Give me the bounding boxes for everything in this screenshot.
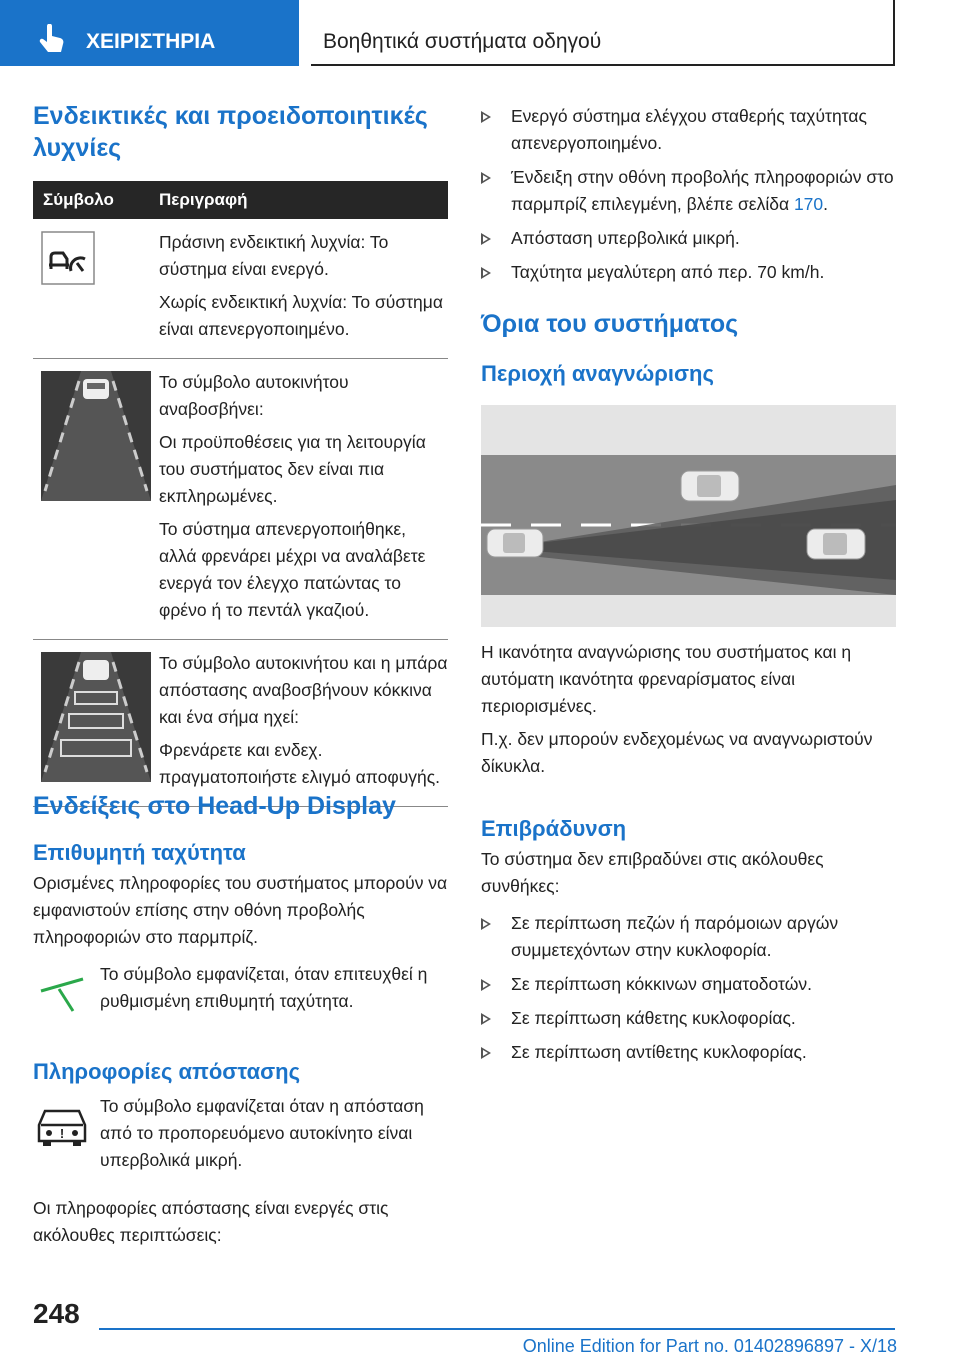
svg-text:!: ! — [59, 1126, 65, 1141]
hud-section — [33, 790, 448, 1249]
desired-speed-symbol-text: Το σύμβολο εμφανίζεται, όταν επιτευχθεί η ρυθμισμένη επιθυμητή ταχύτητα. — [100, 964, 428, 1011]
desired-speed-symbol-row — [33, 961, 448, 1023]
detection-text-1: Η ικανότητα αναγνώρισης του συστήματος και η αυτόματη ικανότητα φρεναρίσματος είναι περιορισμένες. — [481, 642, 852, 716]
page-number: 248 — [33, 1298, 80, 1329]
bullet-triangle-icon — [481, 1047, 491, 1059]
list-item: Σε περίπτωση αντίθετης κυκλοφορίας. — [481, 1039, 896, 1066]
list-item: Ένδειξη στην οθόνη προβολής πληροφοριών στο παρμπρίζ επιλεγμένη, βλέπε σελίδα 170. — [481, 164, 896, 218]
column-header-description: Περιγραφή — [151, 181, 448, 219]
indicators-title: Ενδεικτικές και προειδοποιητικές λυχνίες — [33, 102, 428, 162]
front-collision-warning-icon — [41, 231, 95, 285]
right-column — [481, 103, 896, 1073]
manual-section-label: ΧΕΙΡΙΣΤΗΡΙΑ — [86, 30, 216, 53]
chapter-title: Βοηθητικά συστήματα οδηγού — [323, 30, 602, 53]
system-limits-title: Όρια του συστήματος — [481, 310, 739, 338]
list-item: Απόσταση υπερβολικά μικρή. — [481, 225, 896, 252]
detection-text-2: Π.χ. δεν μπορούν ενδεχομένως να αναγνωριστούν δίκυκλα. — [481, 729, 873, 776]
distance-info-text: Οι πληροφορίες απόστασης είναι ενεργές στις ακόλουθες περιπτώσεις: — [33, 1198, 389, 1245]
row3-text-1: Το σύμβολο αυτοκινήτου και η μπάρα απόστασης αναβοσβήνουν κόκκινα και ένα σήμα ηχεί: — [159, 653, 448, 727]
hand-pointer-icon — [38, 24, 66, 54]
radar-detection-range-illustration — [481, 405, 896, 627]
hud-title: Ενδείξεις στο Head-Up Display — [33, 792, 396, 820]
table-row — [33, 640, 448, 807]
vehicle-distance-warning-icon — [35, 1105, 89, 1147]
list-item: Σε περίπτωση κάθετης κυκλοφορίας. — [481, 1005, 896, 1032]
table-header-row — [33, 181, 448, 219]
row3-text-2: Φρενάρετε και ενδεχ. πραγματοποιήστε ελιγμό αποφυγής. — [159, 740, 441, 787]
detection-range-title: Περιοχή αναγνώρισης — [481, 361, 714, 386]
bullet-triangle-icon — [481, 172, 491, 184]
table-row — [33, 359, 448, 640]
deceleration-text: Το σύστημα δεν επιβραδύνει στις ακόλουθες συνθήκες: — [481, 849, 824, 896]
distance-info-symbol-row — [33, 1093, 448, 1179]
desired-speed-title: Επιθυμητή ταχύτητα — [33, 840, 246, 865]
vehicle-distance-bar-scene-icon — [41, 652, 151, 782]
vehicle-flashing-scene-icon — [41, 371, 151, 501]
column-header-symbol: Σύμβολο — [33, 181, 151, 219]
distance-info-title: Πληροφορίες απόστασης — [33, 1059, 301, 1084]
bullet-triangle-icon — [481, 233, 491, 245]
desired-speed-marker-icon — [37, 971, 87, 1017]
bullet-triangle-icon — [481, 111, 491, 123]
list-item: Ταχύτητα μεγαλύτερη από περ. 70 km/h. — [481, 259, 896, 286]
bullet-triangle-icon — [481, 979, 491, 991]
footer-divider — [99, 1328, 895, 1330]
row1-text-inactive: Χωρίς ενδεικτική λυχνία: Το σύστημα είναι απενεργοποιημένο. — [159, 292, 443, 339]
desired-speed-text: Ορισμένες πληροφορίες του συστήματος μπορούν να εμφανιστούν επίσης στην οθόνη προβολής πληροφοριών στο παρμπρίζ. — [33, 873, 448, 947]
page-reference-link[interactable]: 170 — [793, 194, 824, 214]
bullet-triangle-icon — [481, 918, 491, 930]
row2-text-3: Το σύστημα απενεργοποιήθηκε, αλλά φρενάρει μέχρι να αναλάβετε ενεργά τον έλεγχο πατώντας το φρένο ή το πεντάλ γκαζιού. — [159, 519, 426, 620]
bullet-triangle-icon — [481, 1013, 491, 1025]
symbol-table — [33, 181, 448, 807]
row2-text-1: Το σύμβολο αυτοκινήτου αναβοσβήνει: — [159, 372, 349, 419]
distance-info-symbol-text: Το σύμβολο εμφανίζεται όταν η απόσταση από το προπορευόμενο αυτοκίνητο είναι υπερβολικά μικρή. — [100, 1096, 424, 1170]
row1-text-active: Πράσινη ενδεικτική λυχνία: Το σύστημα είναι ενεργό. — [159, 232, 389, 279]
bullet-triangle-icon — [481, 267, 491, 279]
list-item: Σε περίπτωση κόκκινων σηματοδοτών. — [481, 971, 896, 998]
edition-text: Online Edition for Part no. 01402896897 - X/18 — [522, 1336, 897, 1356]
row2-text-2: Οι προϋποθέσεις για τη λειτουργία του συστήματος δεν είναι πια εκπληρωμένες. — [159, 432, 426, 506]
manual-section-tab[interactable] — [0, 0, 299, 66]
chapter-header — [311, 0, 895, 66]
table-row — [33, 219, 448, 359]
left-column — [33, 100, 448, 807]
deceleration-title: Επιβράδυνση — [481, 816, 627, 841]
list-item: Σε περίπτωση πεζών ή παρόμοιων αργών συμμετεχόντων στην κυκλοφορία. — [481, 910, 896, 964]
list-item: Ενεργό σύστημα ελέγχου σταθερής ταχύτητας απενεργοποιημένο. — [481, 103, 896, 157]
